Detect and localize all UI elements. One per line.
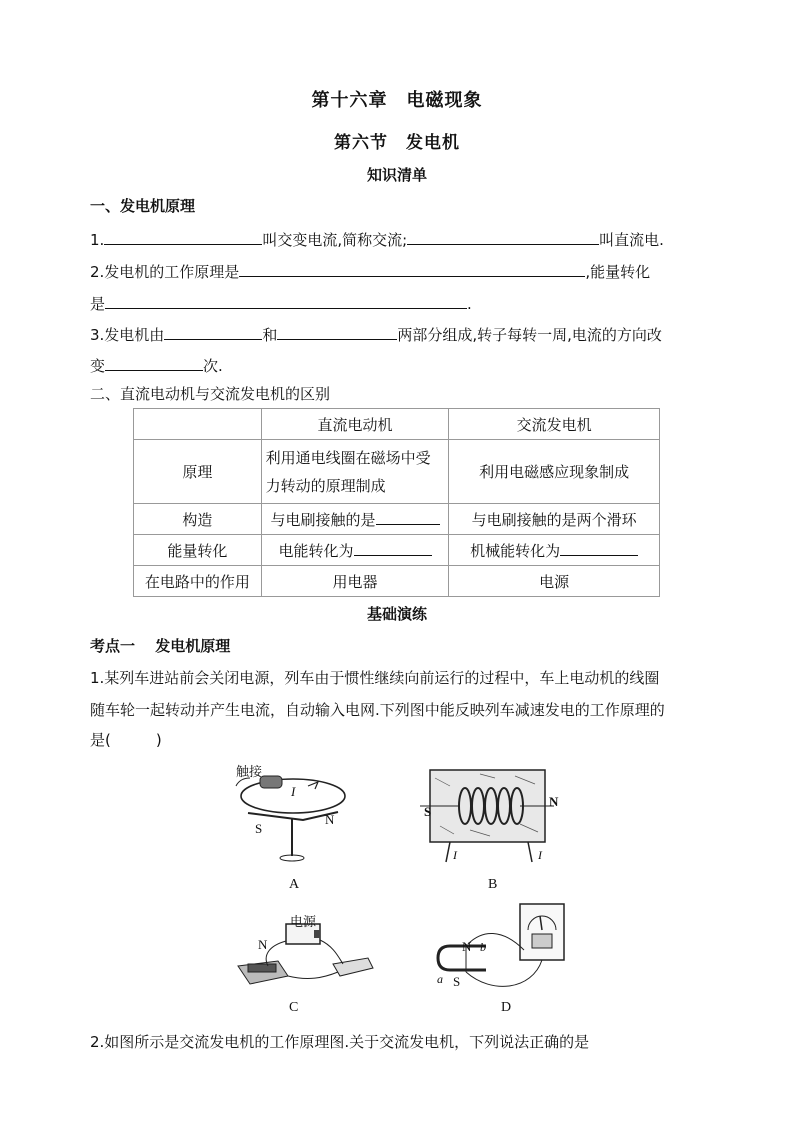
table-header-cell [134,409,262,440]
table-cell [261,535,449,566]
table-cell-text: 与电刷接触的是 [270,511,376,529]
q2-middle-text: ,能量转化 [585,263,651,281]
answer-blank[interactable] [407,228,599,245]
q3-end-text: 次. [203,357,223,375]
part2-heading: 二、直流电动机与交流发电机的区别 [90,385,331,403]
practice-title: 基础演练 [366,605,427,623]
figure-d-caption: D [501,1000,512,1015]
table-cell: 能量转化 [134,535,262,566]
table-cell [449,535,660,566]
q3-cont-text: 变 [90,357,106,375]
answer-blank[interactable] [105,354,203,371]
answer-blank[interactable] [277,323,397,340]
q3-start-text: 3.发电机由 [90,326,165,344]
table-cell [261,504,449,535]
figure-d-a-label: a [437,972,443,986]
table-row [134,504,660,535]
question-1 [90,228,664,250]
table-header-cell: 直流电动机 [261,409,449,440]
figure-a-contact-label: 触接 [236,765,263,780]
answer-blank[interactable] [239,260,585,277]
part1-heading: 一、发电机原理 [90,197,196,215]
table-cell: 利用电磁感应现象制成 [449,440,660,504]
q3-and-text: 和 [262,326,278,344]
figure-d-n-label: N [462,939,472,954]
table-cell-text: 电能转化为 [278,542,354,560]
figure-c-power-label: 电源 [290,915,317,930]
q2-line-1: 2.如图所示是交流发电机的工作原理图.关于交流发电机，下列说法正确的是 [90,1033,590,1051]
q1-number: 1. [90,231,105,249]
figure-c-caption: C [289,1000,299,1015]
table-header-row [134,409,660,440]
table-row [134,566,660,597]
q1-line-1: 1.某列车进站前会关闭电源，列车由于惯性继续向前运行的过程中，车上电动机的线圈 [90,669,660,687]
answer-blank[interactable] [354,539,432,556]
question-2-line1 [90,260,650,282]
question-3-line1 [90,323,662,345]
q1-middle-text: 叫交变电流,简称交流; [262,231,408,249]
figure-d-b-label: b [480,940,486,954]
table-cell: 利用通电线圈在磁场中受力转动的原理制成 [261,440,449,504]
figure-b-caption: B [488,877,498,892]
table-cell: 在电路中的作用 [134,566,262,597]
figure-a-caption: A [289,877,300,892]
question-3-line2 [90,354,223,376]
q1-end-text: 叫直流电. [599,231,664,249]
figure-c-n-label: N [258,937,268,952]
q2-cont-text: 是 [90,295,106,313]
table-cell: 电源 [449,566,660,597]
table-cell-text: 机械能转化为 [470,542,561,560]
table-cell: 构造 [134,504,262,535]
table-row [134,535,660,566]
table-header-cell: 交流发电机 [449,409,660,440]
figure-a-n-label: N [325,812,335,827]
table-cell: 原理 [134,440,262,504]
comparison-table [133,408,660,597]
figure-b-current-left: I [453,848,457,862]
point-heading: 考点一 发电机原理 [90,637,231,655]
section-title: 第六节 发电机 [334,133,460,153]
figure-b-current-right: I [538,848,542,862]
table-cell: 用电器 [261,566,449,597]
table-row [134,440,660,504]
figure-b-n-label: N [549,794,559,809]
knowledge-list-title: 知识清单 [366,166,427,184]
figure-d-s-label: S [453,974,461,989]
figure-a-s-label: S [255,821,263,836]
answer-blank[interactable] [560,539,638,556]
answer-blank[interactable] [164,323,262,340]
answer-blank[interactable] [104,228,262,245]
figure-a-current-label: I [291,784,296,799]
q1-line-3: 是( ) [90,731,162,749]
answer-blank[interactable] [105,292,467,309]
q2-end-text: . [467,295,472,313]
chapter-title: 第十六章 电磁现象 [311,90,483,111]
q2-start-text: 2.发电机的工作原理是 [90,263,240,281]
q1-line-2: 随车轮一起转动并产生电流，自动输入电网.下列图中能反映列车减速发电的工作原理的 [90,701,665,719]
figure-b-s-label: S [424,804,432,819]
answer-blank[interactable] [376,508,440,525]
question-2-line2 [90,292,472,314]
table-cell: 与电刷接触的是两个滑环 [449,504,660,535]
q3-middle-text: 两部分组成,转子每转一周,电流的方向改 [397,326,662,344]
